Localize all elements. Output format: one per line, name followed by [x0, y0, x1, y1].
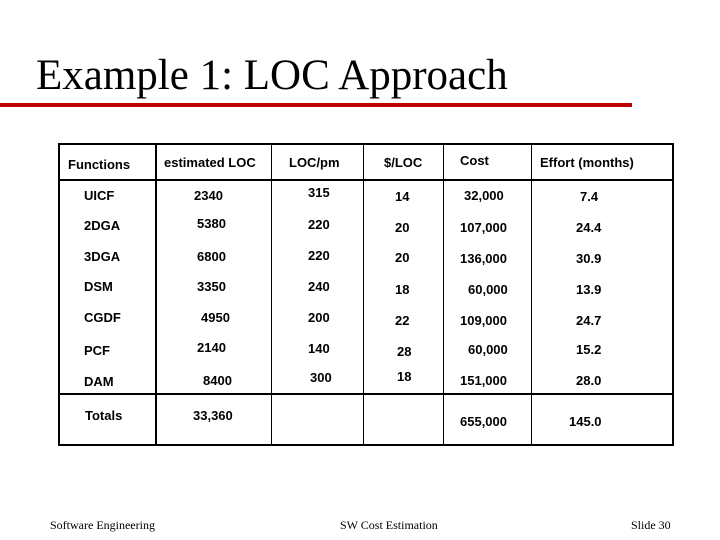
header-loc-pm: LOC/pm [289, 155, 340, 170]
row-3dga-dollar-loc: 20 [395, 250, 410, 265]
row-2dga-function: 2DGA [84, 218, 121, 233]
row-2dga-effort: 24.4 [576, 220, 602, 235]
header-dollar-loc: $/LOC [384, 155, 423, 170]
row-3dga-cost: 136,000 [460, 251, 507, 266]
loc-pm-column-divider [363, 145, 364, 444]
row-2dga-estimated-loc: 5380 [197, 216, 226, 231]
row-uicf-cost: 32,000 [464, 188, 504, 203]
row-pcf-estimated-loc: 2140 [197, 340, 226, 355]
header-estimated-loc: estimated LOC [164, 155, 256, 170]
estimated-loc-column-divider [271, 145, 272, 444]
row-2dga-dollar-loc: 20 [395, 220, 410, 235]
title-underline [0, 103, 632, 107]
row-dam-effort: 28.0 [576, 373, 602, 388]
header-functions: Functions [68, 157, 131, 172]
row-cgdf-function: CGDF [84, 310, 121, 325]
row-2dga-loc-pm: 220 [308, 217, 330, 232]
totals-estimated-loc: 33,360 [193, 408, 233, 423]
row-3dga-effort: 30.9 [576, 251, 602, 266]
row-dsm-cost: 60,000 [468, 282, 508, 297]
row-pcf-effort: 15.2 [576, 342, 602, 357]
header-effort: Effort (months) [540, 155, 634, 170]
row-dam-loc-pm: 300 [310, 370, 332, 385]
row-dsm-loc-pm: 240 [308, 279, 330, 294]
row-dsm-estimated-loc: 3350 [197, 279, 226, 294]
row-uicf-estimated-loc: 2340 [194, 188, 223, 203]
header-cost: Cost [460, 153, 489, 168]
functions-column-divider [155, 145, 157, 444]
footer-course-name: Software Engineering [50, 518, 155, 532]
row-cgdf-effort: 24.7 [576, 313, 602, 328]
footer-slide-number: Slide 30 [631, 518, 671, 532]
totals-row-divider [60, 393, 672, 395]
row-dam-function: DAM [84, 374, 114, 389]
slide-title: Example 1: LOC Approach [36, 52, 508, 99]
row-uicf-effort: 7.4 [580, 189, 599, 204]
row-pcf-dollar-loc: 28 [397, 344, 412, 359]
row-dam-dollar-loc: 18 [397, 369, 412, 384]
row-3dga-loc-pm: 220 [308, 248, 330, 263]
row-cgdf-estimated-loc: 4950 [201, 310, 230, 325]
row-cgdf-dollar-loc: 22 [395, 313, 410, 328]
row-dam-cost: 151,000 [460, 373, 507, 388]
row-2dga-cost: 107,000 [460, 220, 507, 235]
row-pcf-function: PCF [84, 343, 110, 358]
totals-label: Totals [85, 408, 123, 423]
row-dsm-effort: 13.9 [576, 282, 602, 297]
row-3dga-function: 3DGA [84, 249, 121, 264]
row-uicf-dollar-loc: 14 [395, 189, 410, 204]
row-dam-estimated-loc: 8400 [203, 373, 232, 388]
row-uicf-loc-pm: 315 [308, 185, 330, 200]
row-dsm-function: DSM [84, 279, 113, 294]
row-uicf-function: UICF [84, 188, 115, 203]
cost-column-divider [531, 145, 532, 444]
footer-topic: SW Cost Estimation [340, 518, 438, 532]
row-pcf-loc-pm: 140 [308, 341, 330, 356]
header-row-divider [60, 179, 672, 181]
row-cgdf-loc-pm: 200 [308, 310, 330, 325]
row-3dga-estimated-loc: 6800 [197, 249, 226, 264]
loc-estimation-table [58, 143, 674, 446]
row-dsm-dollar-loc: 18 [395, 282, 410, 297]
row-pcf-cost: 60,000 [468, 342, 508, 357]
totals-cost: 655,000 [460, 414, 507, 429]
dollar-loc-column-divider [443, 145, 444, 444]
row-cgdf-cost: 109,000 [460, 313, 507, 328]
totals-effort: 145.0 [569, 414, 602, 429]
